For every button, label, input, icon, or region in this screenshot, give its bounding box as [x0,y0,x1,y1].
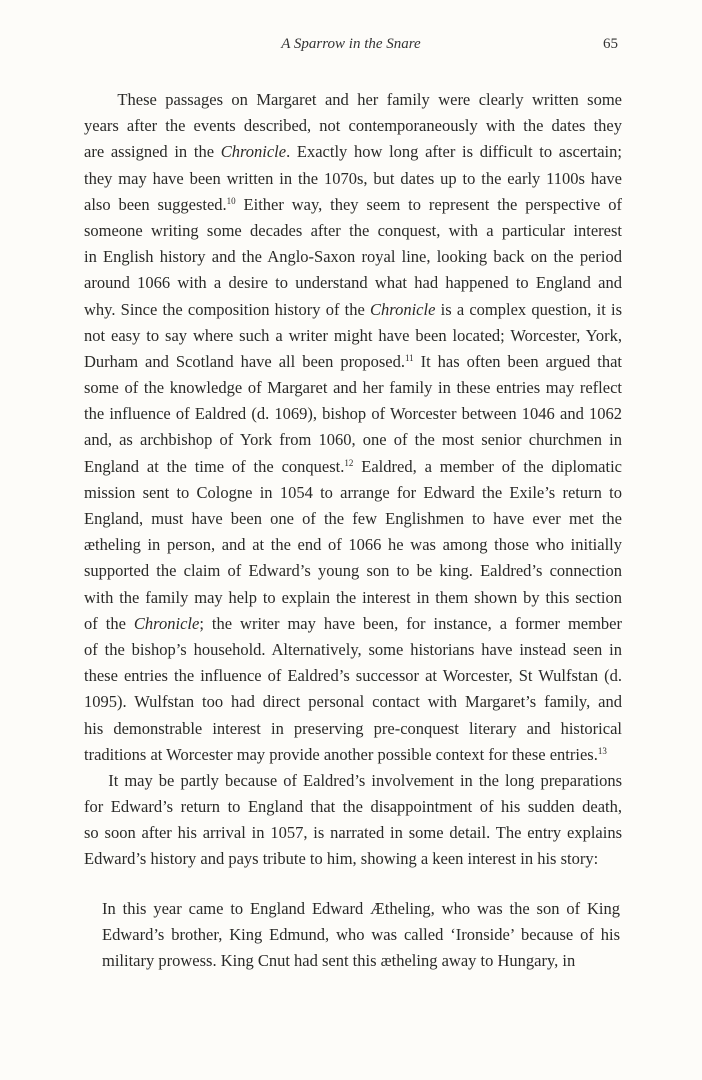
text-line [84,716,622,742]
text-segment: not easy to say where such a writer might have been located; Worcester, York, [84,325,622,345]
text-line [84,637,622,663]
text-line [84,192,622,218]
footnote-marker: 13 [597,745,607,756]
text-segment: the influence of Ealdred (d. 1069), bishop of Worcester between 1046 and 1062 [84,404,622,424]
text-segment: his demonstrable interest in preserving pre-conquest literary and historical [84,718,622,738]
italic-title: Chronicle [220,142,287,162]
text-segment: These passages on Margaret and her family were clearly written some [84,90,622,109]
text-segment: why. Since the composition history of the [84,299,371,319]
text-line [84,166,622,192]
text-segment: and, as archbishop of York from 1060, one of the most senior churchmen in [84,430,622,450]
text-segment: around 1066 with a desire to understand what had happened to England and [84,273,622,293]
text-segment: Edward’s history and pays tribute to him, showing a keen interest in his story: [84,849,599,869]
text-segment: . Exactly how long after is difficult to ascertain; [286,142,622,162]
text-line [84,349,622,375]
text-line [84,270,622,296]
text-line [84,663,622,689]
text-segment: for Edward’s return to England that the disappointment of his sudden death, [84,797,622,817]
text-segment: It has often been argued that [413,351,622,371]
text-segment: England at the time of the conquest. [84,456,345,476]
text-segment: It may be partly because of Ealdred’s involvement in the long preparations [84,770,622,790]
text-segment: Edward’s brother, King Edmund, who was called ‘Ironside’ because of his [102,925,620,945]
text-segment: with the family may help to explain the interest in them shown by this section [84,587,622,607]
footnote-marker: 11 [404,352,414,363]
text-line [84,454,622,480]
text-segment: these entries the influence of Ealdred’s successor at Worcester, St Wulfstan (d. [84,666,622,686]
text-line [84,244,622,270]
page-header [0,36,702,60]
text-segment: also been suggested. [84,194,227,214]
text-line [84,611,622,637]
text-segment: traditions at Worcester may provide another possible context for these entries. [84,744,598,764]
text-line [84,113,622,139]
italic-title: Chronicle [370,299,436,319]
text-segment: Durham and Scotland have all been proposed. [84,351,405,371]
text-line [84,820,622,846]
footnote-marker: 12 [344,457,354,468]
text-segment: of the bishop’s household. Alternatively, some historians have instead seen in [84,639,622,659]
text-line [102,922,620,948]
text-segment: of the [84,613,134,633]
text-line [102,948,620,974]
text-line [84,427,622,453]
text-segment: supported the claim of Edward’s young son to be king. Ealdred’s connection [84,561,622,581]
running-title: A Sparrow in the Snare [281,36,421,52]
text-line [84,689,622,715]
text-segment: ætheling in person, and at the end of 1066 he was among those who initially [84,535,622,555]
text-segment: in English history and the Anglo-Saxon royal line, looking back on the period [84,247,622,267]
body-text [84,87,622,873]
text-segment: Ealdred, a member of the diplomatic [353,456,622,476]
text-line [84,506,622,532]
text-line [84,585,622,611]
text-line [84,768,622,794]
text-line [84,401,622,427]
text-line [84,375,622,401]
text-segment: mission sent to Cologne in 1054 to arrange for Edward the Exile’s return to [84,482,622,502]
text-segment: they may have been written in the 1070s, but dates up to the early 1100s have [84,168,622,188]
page-number: 65 [603,36,618,52]
footnote-marker: 10 [226,195,236,206]
text-line [84,846,622,872]
text-line [84,558,622,584]
text-segment: military prowess. King Cnut had sent this ætheling away to Hungary, in [102,951,576,971]
text-segment: some of the knowledge of Margaret and her family in these entries may reflect [84,378,622,398]
text-line [84,323,622,349]
text-line [84,532,622,558]
text-segment: In this year came to England Edward Ætheling, who was the son of King [102,899,620,918]
text-segment: ; the writer may have been, for instance, a former member [199,613,623,633]
text-segment: 1095). Wulfstan too had direct personal contact with Margaret’s family, and [84,692,622,712]
text-line [102,896,620,922]
text-line [84,742,622,768]
italic-title: Chronicle [133,613,200,633]
text-segment: Either way, they seem to represent the perspective of [235,194,622,214]
text-line [84,297,622,323]
text-segment: are assigned in the [84,142,221,162]
text-segment: years after the events described, not contemporaneously with the dates they [84,116,622,136]
text-line [84,794,622,820]
text-line [84,480,622,506]
text-segment: someone writing some decades after the conquest, with a particular interest [84,220,622,240]
text-line [84,87,622,113]
text-line [84,139,622,165]
text-segment: England, must have been one of the few Englishmen to have ever met the [84,509,622,528]
block-quote [102,896,620,975]
paragraph-1 [84,87,622,768]
paragraph-2 [84,768,622,873]
text-segment: is a complex question, it is [435,299,622,319]
text-segment: so soon after his arrival in 1057, is narrated in some detail. The entry explains [84,823,622,843]
text-line [84,218,622,244]
